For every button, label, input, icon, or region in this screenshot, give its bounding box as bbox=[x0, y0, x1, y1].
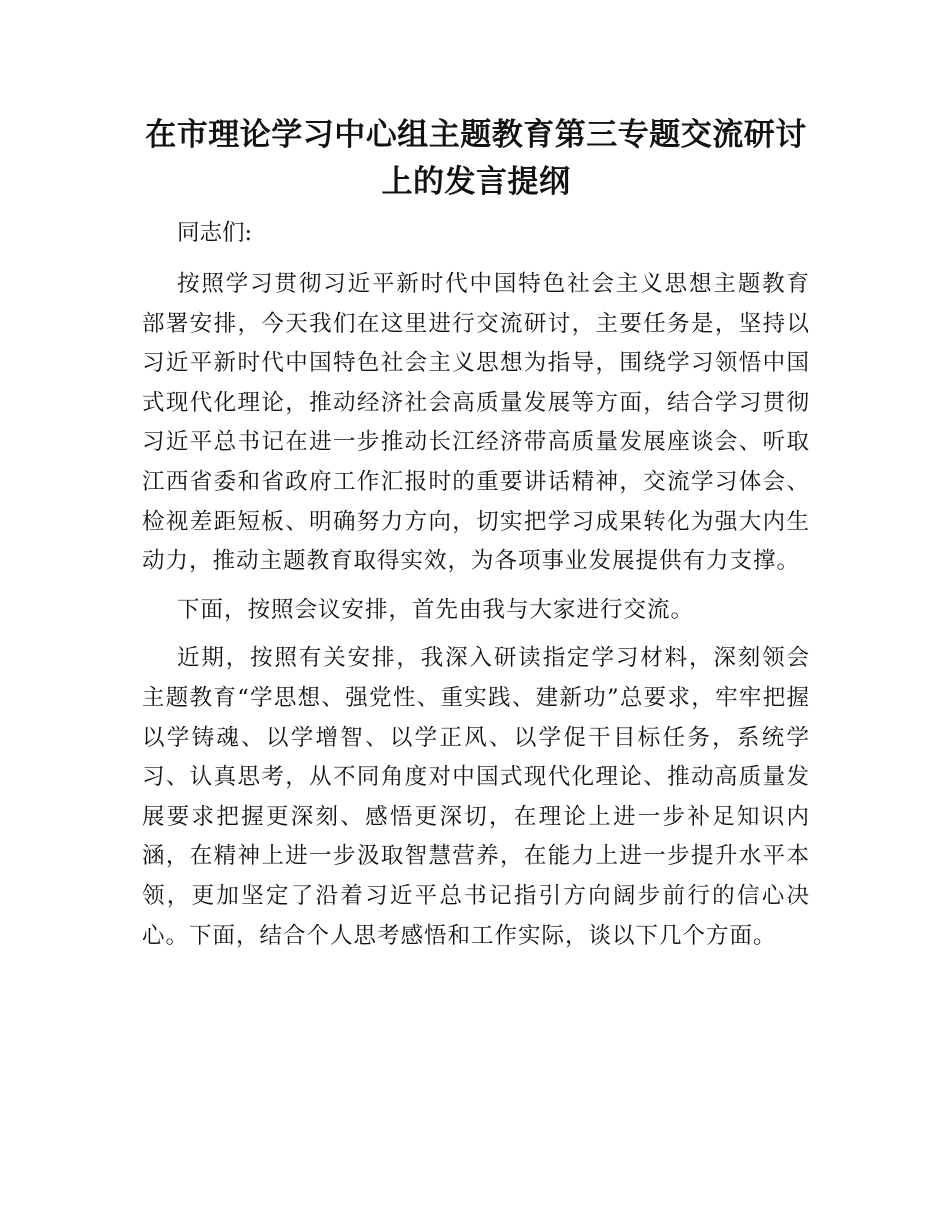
paragraph-intro: 按照学习贯彻习近平新时代中国特色社会主义思想主题教育部署安排，今天我们在这里进行交流研讨，主要任务是，坚持以习近平新时代中国特色社会主义思想为指导，围绕学习领悟中国式现代化理论，推动经济社会高质量发展等方面，结合学习贯彻习近平总书记在进一步推动长江经济带高质量发展座谈会、听取江西省委和省政府工作汇报时的重要讲话精神，交流学习体会、检视差距短板、明确努力方向，切实把学习成果转化为强大内生动力，推动主题教育取得实效，为各项事业发展提供有力支撑。 bbox=[142, 271, 810, 575]
paragraph-study-summary: 近期，按照有关安排，我深入研读指定学习材料，深刻领会主题教育“学思想、强党性、重实践、建新功”总要求，牢牢把握以学铸魂、以学增智、以学正风、以学促干目标任务，系统学习、认真思考，从不同角度对中国式现代化理论、推动高质量发展要求把握更深刻、感悟更深切，在理论上进一步补足知识内涵，在精神上进一步汲取智慧营养，在能力上进一步提升水平本领，更加坚定了沿着习近平总书记指引方向阔步前行的信心决心。下面，结合个人思考感悟和工作实际，谈以下几个方面。 bbox=[142, 645, 810, 949]
document-page bbox=[142, 112, 810, 965]
salutation: 同志们: bbox=[177, 220, 253, 246]
document-title: 在市理论学习中心组主题教育第三专题交流研讨上的发言提纲 bbox=[145, 117, 807, 200]
paragraph-transition: 下面，按照会议安排，首先由我与大家进行交流。 bbox=[177, 596, 695, 623]
